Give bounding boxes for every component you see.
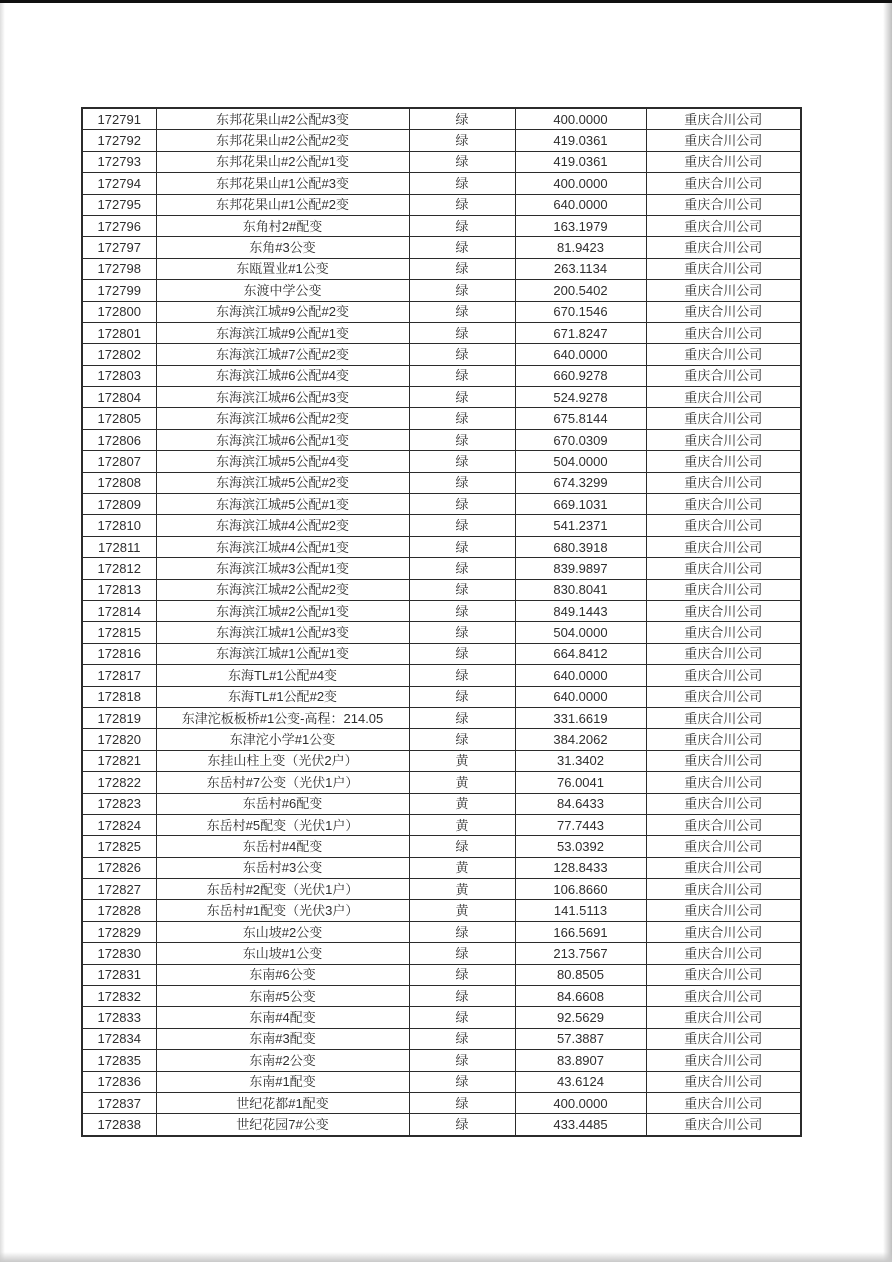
cell-company: 重庆合川公司 — [646, 1092, 801, 1113]
cell-value: 433.4485 — [515, 1114, 646, 1136]
cell-id: 172817 — [82, 665, 156, 686]
cell-company: 重庆合川公司 — [646, 707, 801, 728]
cell-name: 东津沱板板桥#1公变-高程：214.05 — [156, 707, 409, 728]
cell-company: 重庆合川公司 — [646, 301, 801, 322]
cell-value: 80.8505 — [515, 964, 646, 985]
cell-value: 400.0000 — [515, 1092, 646, 1113]
cell-value: 81.9423 — [515, 237, 646, 258]
cell-value: 640.0000 — [515, 194, 646, 215]
cell-name: 东南#6公变 — [156, 964, 409, 985]
cell-status: 绿 — [409, 1050, 515, 1071]
cell-status: 黄 — [409, 772, 515, 793]
cell-name: 东南#2公变 — [156, 1050, 409, 1071]
cell-company: 重庆合川公司 — [646, 130, 801, 151]
cell-company: 重庆合川公司 — [646, 986, 801, 1007]
table-row — [82, 707, 801, 728]
cell-company: 重庆合川公司 — [646, 1071, 801, 1092]
cell-id: 172835 — [82, 1050, 156, 1071]
table-row — [82, 494, 801, 515]
cell-value: 163.1979 — [515, 215, 646, 236]
table-row — [82, 665, 801, 686]
cell-id: 172792 — [82, 130, 156, 151]
cell-id: 172821 — [82, 750, 156, 771]
cell-company: 重庆合川公司 — [646, 451, 801, 472]
table-row — [82, 879, 801, 900]
table-row — [82, 643, 801, 664]
table-row — [82, 729, 801, 750]
table-row — [82, 173, 801, 194]
cell-name: 东南#5公变 — [156, 986, 409, 1007]
cell-name: 东南#1配变 — [156, 1071, 409, 1092]
cell-company: 重庆合川公司 — [646, 686, 801, 707]
cell-name: 东海滨江城#1公配#3变 — [156, 622, 409, 643]
cell-id: 172818 — [82, 686, 156, 707]
table-row — [82, 686, 801, 707]
cell-name: 东海滨江城#5公配#2变 — [156, 472, 409, 493]
table-row — [82, 943, 801, 964]
cell-status: 黄 — [409, 900, 515, 921]
cell-status: 绿 — [409, 258, 515, 279]
cell-name: 东海滨江城#9公配#2变 — [156, 301, 409, 322]
cell-status: 绿 — [409, 643, 515, 664]
cell-status: 绿 — [409, 1071, 515, 1092]
cell-company: 重庆合川公司 — [646, 151, 801, 172]
cell-status: 绿 — [409, 986, 515, 1007]
table-row — [82, 1071, 801, 1092]
cell-status: 绿 — [409, 1028, 515, 1049]
cell-id: 172808 — [82, 472, 156, 493]
table-row — [82, 836, 801, 857]
cell-id: 172829 — [82, 921, 156, 942]
cell-name: 东岳村#3公变 — [156, 857, 409, 878]
cell-value: 263.1134 — [515, 258, 646, 279]
cell-value: 541.2371 — [515, 515, 646, 536]
cell-id: 172819 — [82, 707, 156, 728]
cell-value: 674.3299 — [515, 472, 646, 493]
cell-id: 172800 — [82, 301, 156, 322]
cell-name: 东海滨江城#2公配#1变 — [156, 600, 409, 621]
cell-id: 172826 — [82, 857, 156, 878]
cell-id: 172820 — [82, 729, 156, 750]
cell-status: 绿 — [409, 600, 515, 621]
cell-name: 东海滨江城#1公配#1变 — [156, 643, 409, 664]
cell-name: 东邦花果山#2公配#1变 — [156, 151, 409, 172]
table-body — [82, 108, 801, 1136]
cell-id: 172793 — [82, 151, 156, 172]
cell-name: 东邦花果山#1公配#3变 — [156, 173, 409, 194]
cell-value: 57.3887 — [515, 1028, 646, 1049]
cell-company: 重庆合川公司 — [646, 600, 801, 621]
cell-id: 172813 — [82, 579, 156, 600]
cell-status: 黄 — [409, 857, 515, 878]
cell-id: 172838 — [82, 1114, 156, 1136]
table-row — [82, 130, 801, 151]
table-row — [82, 322, 801, 343]
cell-value: 77.7443 — [515, 814, 646, 835]
cell-status: 绿 — [409, 173, 515, 194]
cell-id: 172836 — [82, 1071, 156, 1092]
cell-status: 绿 — [409, 1007, 515, 1028]
table-row — [82, 301, 801, 322]
table-row — [82, 814, 801, 835]
cell-status: 绿 — [409, 686, 515, 707]
cell-value: 213.7567 — [515, 943, 646, 964]
cell-company: 重庆合川公司 — [646, 408, 801, 429]
cell-value: 640.0000 — [515, 344, 646, 365]
table-row — [82, 108, 801, 130]
cell-name: 东南#3配变 — [156, 1028, 409, 1049]
cell-status: 绿 — [409, 1114, 515, 1136]
cell-id: 172807 — [82, 451, 156, 472]
cell-name: 东海滨江城#6公配#4变 — [156, 365, 409, 386]
table-row — [82, 280, 801, 301]
cell-name: 世纪花都#1配变 — [156, 1092, 409, 1113]
cell-value: 419.0361 — [515, 130, 646, 151]
cell-id: 172814 — [82, 600, 156, 621]
cell-company: 重庆合川公司 — [646, 258, 801, 279]
cell-status: 绿 — [409, 322, 515, 343]
cell-id: 172806 — [82, 429, 156, 450]
table-row — [82, 1028, 801, 1049]
cell-name: 东海TL#1公配#2变 — [156, 686, 409, 707]
table-row — [82, 258, 801, 279]
cell-id: 172794 — [82, 173, 156, 194]
table-row — [82, 472, 801, 493]
table-row — [82, 151, 801, 172]
cell-company: 重庆合川公司 — [646, 387, 801, 408]
cell-company: 重庆合川公司 — [646, 665, 801, 686]
cell-status: 绿 — [409, 964, 515, 985]
cell-id: 172831 — [82, 964, 156, 985]
table-row — [82, 344, 801, 365]
table-row — [82, 1007, 801, 1028]
cell-name: 东山坡#1公变 — [156, 943, 409, 964]
cell-name: 东海滨江城#6公配#1变 — [156, 429, 409, 450]
cell-status: 绿 — [409, 472, 515, 493]
cell-id: 172791 — [82, 108, 156, 130]
cell-company: 重庆合川公司 — [646, 322, 801, 343]
cell-name: 东岳村#7公变（光伏1户） — [156, 772, 409, 793]
cell-status: 绿 — [409, 451, 515, 472]
cell-status: 绿 — [409, 921, 515, 942]
table-row — [82, 986, 801, 1007]
cell-status: 绿 — [409, 515, 515, 536]
cell-id: 172828 — [82, 900, 156, 921]
cell-id: 172834 — [82, 1028, 156, 1049]
cell-name: 东海滨江城#7公配#2变 — [156, 344, 409, 365]
cell-name: 东海滨江城#6公配#3变 — [156, 387, 409, 408]
cell-status: 绿 — [409, 280, 515, 301]
cell-value: 664.8412 — [515, 643, 646, 664]
cell-id: 172801 — [82, 322, 156, 343]
cell-value: 839.9897 — [515, 558, 646, 579]
scan-left-edge — [0, 3, 5, 1262]
table-row — [82, 793, 801, 814]
table-row — [82, 964, 801, 985]
cell-company: 重庆合川公司 — [646, 280, 801, 301]
cell-status: 绿 — [409, 729, 515, 750]
cell-id: 172805 — [82, 408, 156, 429]
cell-id: 172812 — [82, 558, 156, 579]
cell-id: 172809 — [82, 494, 156, 515]
cell-status: 黄 — [409, 793, 515, 814]
cell-company: 重庆合川公司 — [646, 344, 801, 365]
cell-id: 172822 — [82, 772, 156, 793]
cell-status: 绿 — [409, 558, 515, 579]
cell-value: 524.9278 — [515, 387, 646, 408]
cell-value: 671.8247 — [515, 322, 646, 343]
cell-value: 128.8433 — [515, 857, 646, 878]
cell-name: 东角#3公变 — [156, 237, 409, 258]
cell-name: 东岳村#6配变 — [156, 793, 409, 814]
cell-company: 重庆合川公司 — [646, 237, 801, 258]
cell-status: 黄 — [409, 814, 515, 835]
cell-company: 重庆合川公司 — [646, 814, 801, 835]
cell-id: 172823 — [82, 793, 156, 814]
cell-name: 东南#4配变 — [156, 1007, 409, 1028]
cell-company: 重庆合川公司 — [646, 108, 801, 130]
cell-company: 重庆合川公司 — [646, 879, 801, 900]
cell-status: 黄 — [409, 879, 515, 900]
cell-value: 84.6433 — [515, 793, 646, 814]
cell-value: 166.5691 — [515, 921, 646, 942]
cell-value: 92.5629 — [515, 1007, 646, 1028]
cell-company: 重庆合川公司 — [646, 857, 801, 878]
cell-status: 绿 — [409, 151, 515, 172]
cell-company: 重庆合川公司 — [646, 964, 801, 985]
cell-status: 绿 — [409, 215, 515, 236]
table-row — [82, 387, 801, 408]
cell-value: 200.5402 — [515, 280, 646, 301]
cell-company: 重庆合川公司 — [646, 943, 801, 964]
cell-company: 重庆合川公司 — [646, 215, 801, 236]
table-row — [82, 408, 801, 429]
cell-company: 重庆合川公司 — [646, 750, 801, 771]
cell-id: 172795 — [82, 194, 156, 215]
table-row — [82, 772, 801, 793]
cell-name: 东角村2#配变 — [156, 215, 409, 236]
cell-id: 172833 — [82, 1007, 156, 1028]
cell-name: 东邦花果山#2公配#3变 — [156, 108, 409, 130]
cell-value: 640.0000 — [515, 686, 646, 707]
cell-value: 83.8907 — [515, 1050, 646, 1071]
cell-company: 重庆合川公司 — [646, 429, 801, 450]
cell-id: 172816 — [82, 643, 156, 664]
cell-name: 东津沱小学#1公变 — [156, 729, 409, 750]
cell-value: 400.0000 — [515, 108, 646, 130]
cell-value: 106.8660 — [515, 879, 646, 900]
cell-name: 东海滨江城#5公配#4变 — [156, 451, 409, 472]
cell-status: 黄 — [409, 750, 515, 771]
cell-value: 53.0392 — [515, 836, 646, 857]
table-row — [82, 429, 801, 450]
cell-value: 675.8144 — [515, 408, 646, 429]
table-row — [82, 750, 801, 771]
cell-value: 669.1031 — [515, 494, 646, 515]
cell-id: 172832 — [82, 986, 156, 1007]
cell-name: 东海滨江城#4公配#1变 — [156, 536, 409, 557]
cell-company: 重庆合川公司 — [646, 836, 801, 857]
cell-value: 504.0000 — [515, 622, 646, 643]
cell-company: 重庆合川公司 — [646, 173, 801, 194]
cell-company: 重庆合川公司 — [646, 1028, 801, 1049]
cell-status: 绿 — [409, 365, 515, 386]
table-row — [82, 215, 801, 236]
cell-status: 绿 — [409, 301, 515, 322]
cell-name: 东海滨江城#2公配#2变 — [156, 579, 409, 600]
cell-name: 东瓯置业#1公变 — [156, 258, 409, 279]
table-row — [82, 921, 801, 942]
cell-value: 31.3402 — [515, 750, 646, 771]
cell-name: 东渡中学公变 — [156, 280, 409, 301]
scan-bottom-edge — [0, 1252, 892, 1262]
cell-value: 660.9278 — [515, 365, 646, 386]
scan-right-edge — [883, 3, 892, 1262]
cell-value: 84.6608 — [515, 986, 646, 1007]
table-row — [82, 451, 801, 472]
table-row — [82, 857, 801, 878]
cell-id: 172803 — [82, 365, 156, 386]
cell-name: 东岳村#2配变（光伏1户） — [156, 879, 409, 900]
cell-status: 绿 — [409, 387, 515, 408]
cell-company: 重庆合川公司 — [646, 729, 801, 750]
cell-company: 重庆合川公司 — [646, 194, 801, 215]
cell-status: 绿 — [409, 344, 515, 365]
table-row — [82, 600, 801, 621]
cell-status: 绿 — [409, 836, 515, 857]
cell-name: 东岳村#4配变 — [156, 836, 409, 857]
cell-company: 重庆合川公司 — [646, 1007, 801, 1028]
cell-id: 172815 — [82, 622, 156, 643]
cell-company: 重庆合川公司 — [646, 793, 801, 814]
table-row — [82, 237, 801, 258]
cell-company: 重庆合川公司 — [646, 900, 801, 921]
cell-name: 东岳村#5配变（光伏1户） — [156, 814, 409, 835]
table-row — [82, 1114, 801, 1136]
cell-value: 400.0000 — [515, 173, 646, 194]
cell-name: 东邦花果山#2公配#2变 — [156, 130, 409, 151]
table-row — [82, 622, 801, 643]
cell-id: 172837 — [82, 1092, 156, 1113]
cell-status: 绿 — [409, 408, 515, 429]
cell-status: 绿 — [409, 536, 515, 557]
cell-status: 绿 — [409, 130, 515, 151]
cell-id: 172797 — [82, 237, 156, 258]
cell-status: 绿 — [409, 707, 515, 728]
cell-company: 重庆合川公司 — [646, 536, 801, 557]
cell-id: 172825 — [82, 836, 156, 857]
cell-name: 东海滨江城#4公配#2变 — [156, 515, 409, 536]
cell-id: 172810 — [82, 515, 156, 536]
cell-value: 141.5113 — [515, 900, 646, 921]
cell-status: 绿 — [409, 494, 515, 515]
cell-company: 重庆合川公司 — [646, 1114, 801, 1136]
cell-id: 172824 — [82, 814, 156, 835]
cell-name: 东邦花果山#1公配#2变 — [156, 194, 409, 215]
cell-id: 172802 — [82, 344, 156, 365]
cell-status: 绿 — [409, 579, 515, 600]
cell-value: 419.0361 — [515, 151, 646, 172]
cell-name: 东山坡#2公变 — [156, 921, 409, 942]
cell-name: 东挂山柱上变（光伏2户） — [156, 750, 409, 771]
cell-name: 东海TL#1公配#4变 — [156, 665, 409, 686]
cell-company: 重庆合川公司 — [646, 472, 801, 493]
cell-company: 重庆合川公司 — [646, 365, 801, 386]
table-row — [82, 536, 801, 557]
cell-company: 重庆合川公司 — [646, 1050, 801, 1071]
cell-value: 830.8041 — [515, 579, 646, 600]
table-row — [82, 194, 801, 215]
transformer-data-table — [81, 107, 802, 1137]
cell-status: 绿 — [409, 622, 515, 643]
cell-company: 重庆合川公司 — [646, 494, 801, 515]
table-row — [82, 579, 801, 600]
cell-value: 670.0309 — [515, 429, 646, 450]
cell-company: 重庆合川公司 — [646, 643, 801, 664]
cell-status: 绿 — [409, 429, 515, 450]
cell-id: 172827 — [82, 879, 156, 900]
cell-value: 384.2062 — [515, 729, 646, 750]
cell-company: 重庆合川公司 — [646, 772, 801, 793]
scan-top-edge — [0, 0, 892, 3]
cell-company: 重庆合川公司 — [646, 515, 801, 536]
cell-name: 东海滨江城#9公配#1变 — [156, 322, 409, 343]
cell-id: 172798 — [82, 258, 156, 279]
cell-value: 849.1443 — [515, 600, 646, 621]
cell-status: 绿 — [409, 194, 515, 215]
table-row — [82, 900, 801, 921]
cell-name: 世纪花园7#公变 — [156, 1114, 409, 1136]
cell-status: 绿 — [409, 237, 515, 258]
cell-value: 640.0000 — [515, 665, 646, 686]
cell-name: 东海滨江城#3公配#1变 — [156, 558, 409, 579]
cell-company: 重庆合川公司 — [646, 558, 801, 579]
cell-name: 东海滨江城#6公配#2变 — [156, 408, 409, 429]
cell-status: 绿 — [409, 665, 515, 686]
cell-value: 504.0000 — [515, 451, 646, 472]
cell-status: 绿 — [409, 943, 515, 964]
cell-name: 东海滨江城#5公配#1变 — [156, 494, 409, 515]
cell-value: 331.6619 — [515, 707, 646, 728]
cell-value: 43.6124 — [515, 1071, 646, 1092]
cell-value: 670.1546 — [515, 301, 646, 322]
cell-company: 重庆合川公司 — [646, 921, 801, 942]
cell-name: 东岳村#1配变（光伏3户） — [156, 900, 409, 921]
cell-value: 680.3918 — [515, 536, 646, 557]
cell-status: 绿 — [409, 108, 515, 130]
cell-id: 172799 — [82, 280, 156, 301]
cell-id: 172830 — [82, 943, 156, 964]
cell-id: 172811 — [82, 536, 156, 557]
cell-value: 76.0041 — [515, 772, 646, 793]
table-row — [82, 365, 801, 386]
cell-company: 重庆合川公司 — [646, 579, 801, 600]
cell-status: 绿 — [409, 1092, 515, 1113]
cell-company: 重庆合川公司 — [646, 622, 801, 643]
table-row — [82, 1050, 801, 1071]
table-row — [82, 558, 801, 579]
cell-id: 172804 — [82, 387, 156, 408]
table-row — [82, 515, 801, 536]
table-row — [82, 1092, 801, 1113]
cell-id: 172796 — [82, 215, 156, 236]
